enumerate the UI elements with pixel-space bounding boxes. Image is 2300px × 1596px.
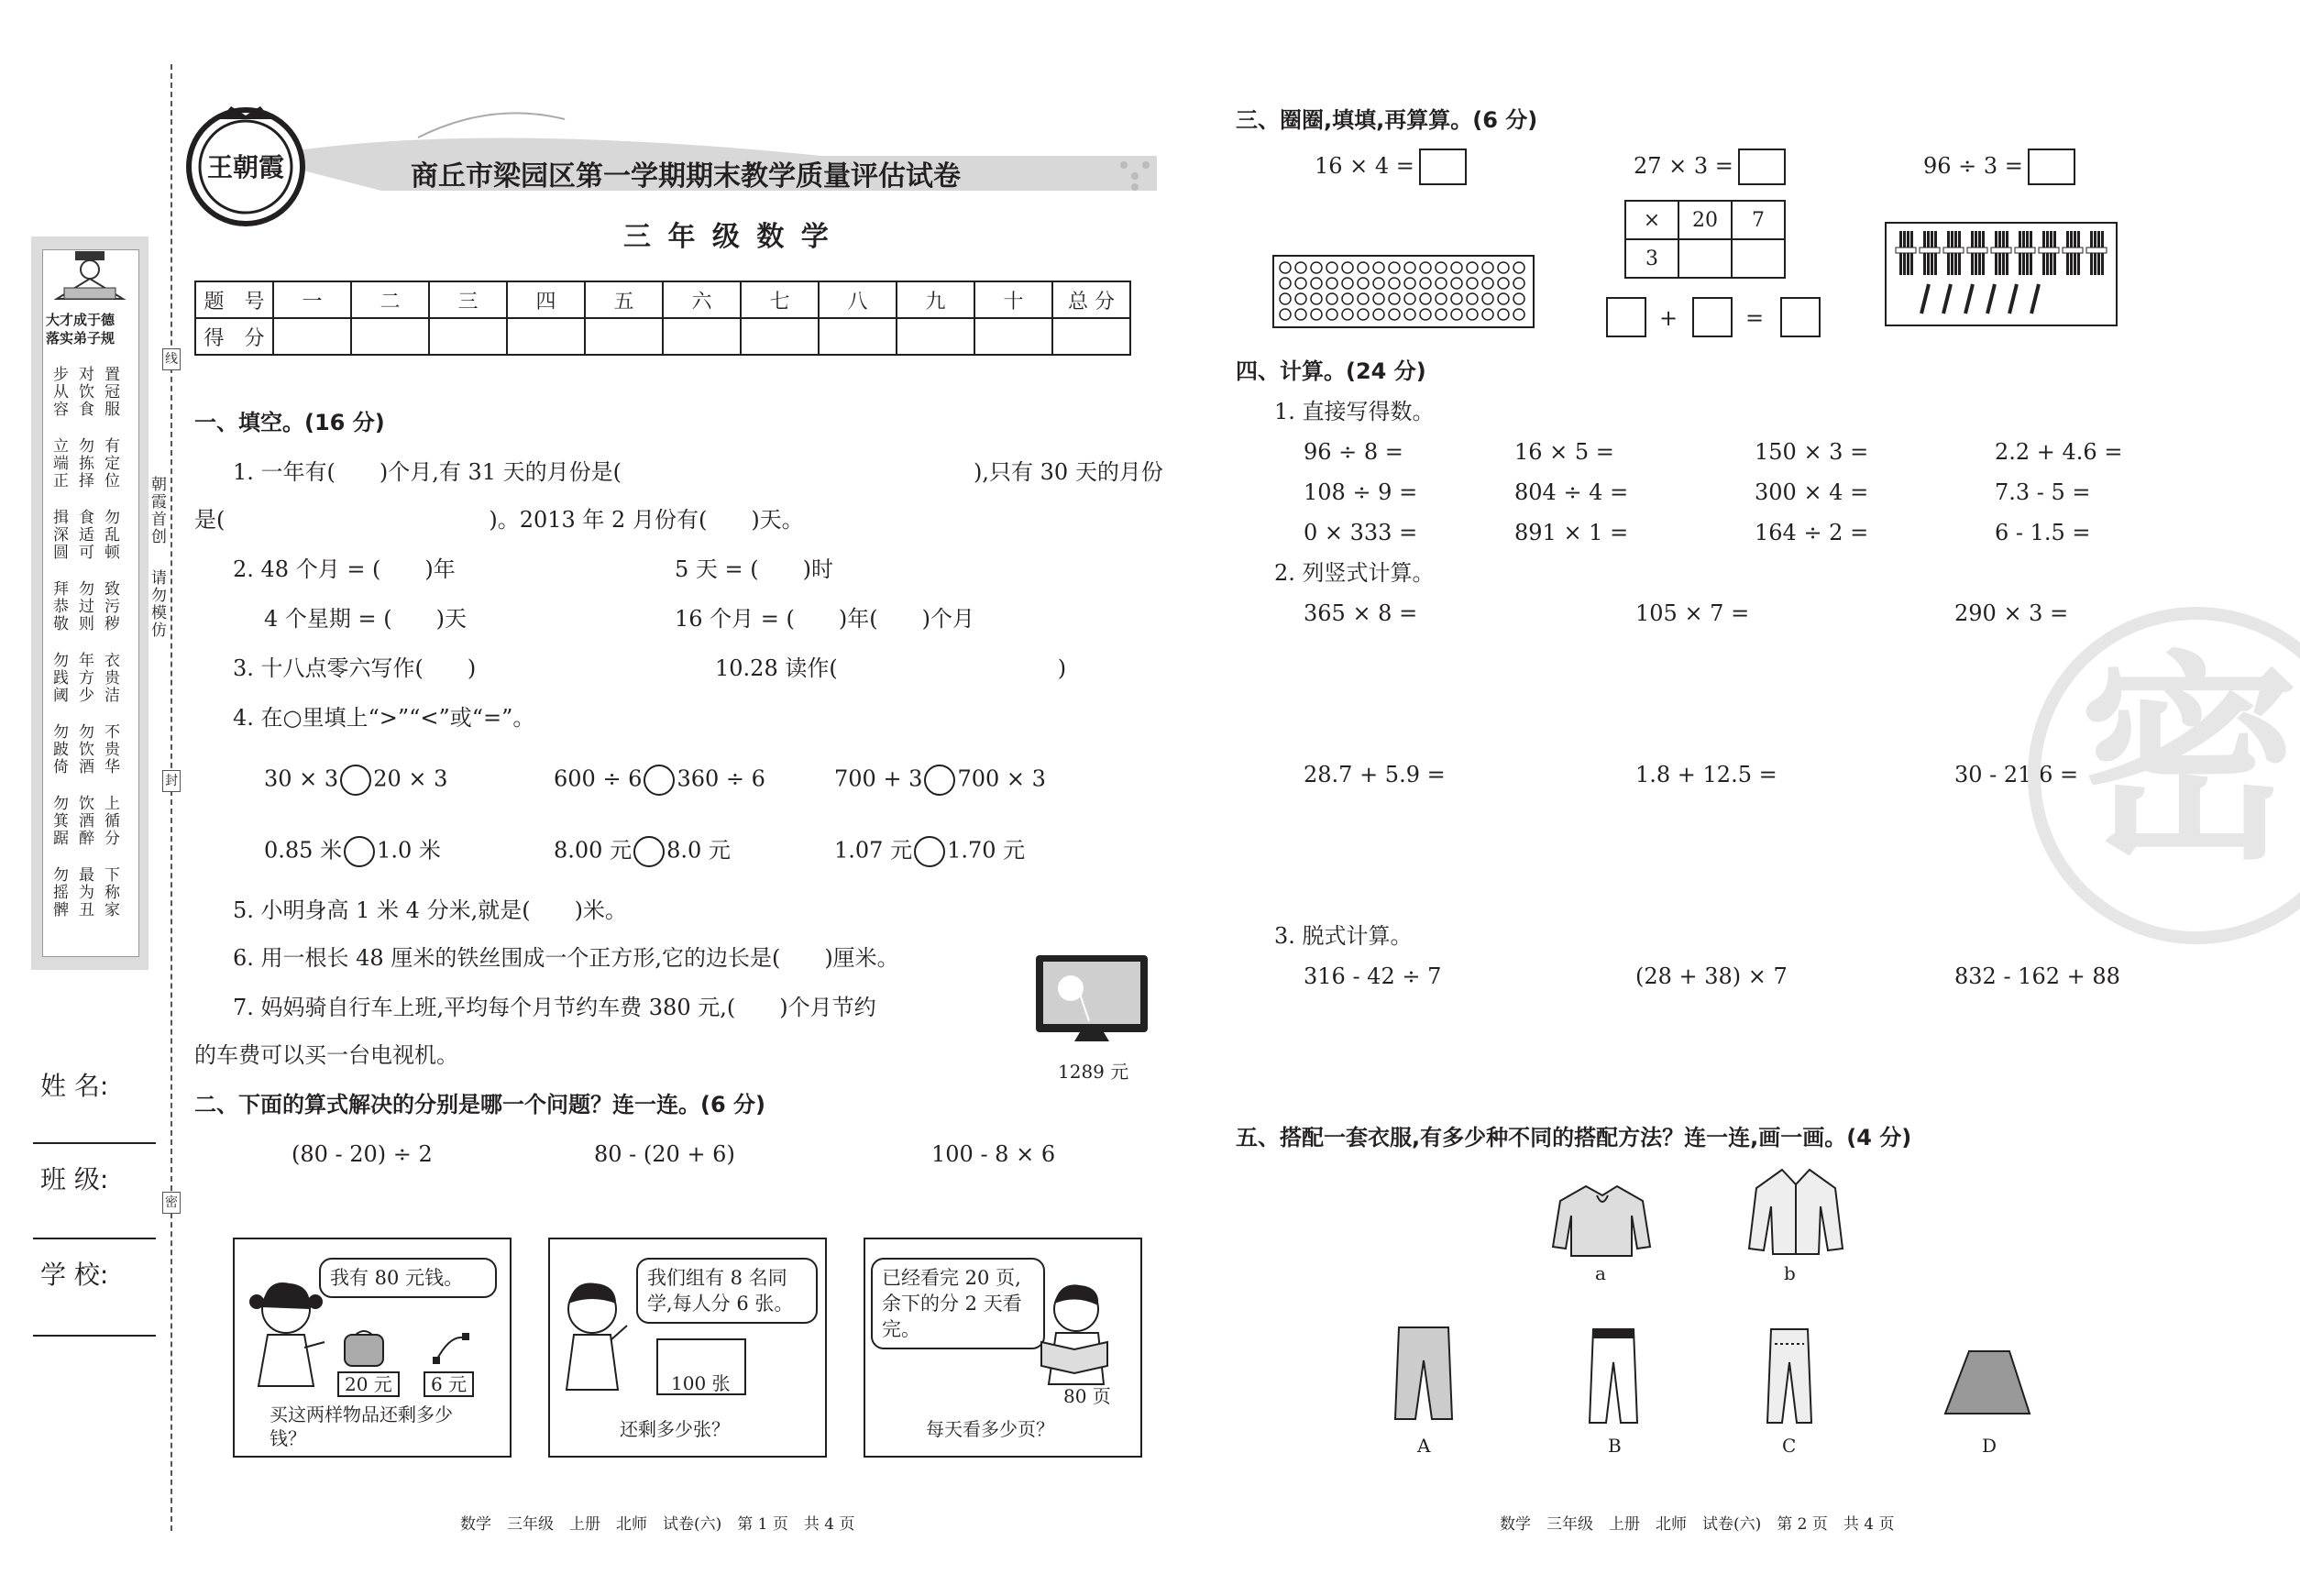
sidebar-motto-1: 大才成于德 <box>46 312 116 328</box>
stepwise-calc: 832 - 162 + 88 <box>1954 963 2120 989</box>
dot <box>1389 293 1400 304</box>
q4: 4. 在○里填上“>”“<”或“=”。 <box>233 705 535 731</box>
boy-icon <box>556 1276 633 1395</box>
dot <box>1295 278 1306 289</box>
vertical-calc: 105 × 7 = <box>1635 600 1750 626</box>
dot <box>1436 309 1447 320</box>
score-header-cell: 一 <box>273 281 351 318</box>
counting-sticks-icon <box>1885 222 2118 326</box>
vertical-note-2: 请勿模仿 <box>151 569 167 640</box>
direct-calc: 164 ÷ 2 = <box>1755 520 1869 545</box>
subject-title: 三 年 级 数 学 <box>623 221 832 253</box>
vertical-note-1: 朝霞首创 <box>151 476 167 546</box>
dot <box>1280 278 1291 289</box>
panel1-caption: 买这两样物品还剩多少钱？ <box>270 1403 453 1449</box>
proverb-column: 勿箕踞 <box>53 795 69 848</box>
dot <box>1311 278 1322 289</box>
compare-circle[interactable] <box>924 765 955 796</box>
direct-calc: 2.2 + 4.6 = <box>1995 439 2123 465</box>
dot <box>1389 262 1400 273</box>
dot <box>1467 309 1478 320</box>
dot <box>1498 293 1509 304</box>
proverb-column: 勿饮酒 <box>79 723 94 776</box>
score-header-cell: 八 <box>819 281 897 318</box>
compare-left: 8.00 元 <box>554 837 633 864</box>
dot <box>1389 309 1400 320</box>
q6: 6. 用一根长 48 厘米的铁丝围成一个正方形,它的边长是( )厘米。 <box>233 945 899 971</box>
proverb-column: 食适可 <box>79 509 94 562</box>
watermark-text: 密 <box>2079 633 2300 889</box>
dot <box>1436 278 1447 289</box>
brand-logo-icon <box>183 103 308 227</box>
dot <box>1404 293 1415 304</box>
section4-heading: 四、计算。(24 分) <box>1236 358 1426 384</box>
dot <box>1513 309 1524 320</box>
dot <box>1326 278 1337 289</box>
compare-left: 600 ÷ 6 <box>554 765 643 792</box>
proverb-column: 拜恭敬 <box>53 580 69 633</box>
section2-heading: 二、下面的算式解决的分别是哪一个问题？连一连。(6 分) <box>194 1092 765 1117</box>
vertical-calc: 290 × 3 = <box>1954 600 2069 626</box>
dot <box>1498 309 1509 320</box>
dot <box>1420 293 1431 304</box>
q5: 5. 小明身高 1 米 4 分米,就是( )米。 <box>233 897 627 923</box>
dot <box>1280 293 1291 304</box>
dot <box>1513 293 1524 304</box>
dot <box>1295 309 1306 320</box>
direct-calc: 300 × 4 = <box>1755 479 1869 505</box>
tv-icon <box>1034 953 1150 1052</box>
dot <box>1436 293 1447 304</box>
svg-text:王朝霞: 王朝霞 <box>206 152 285 182</box>
compare-item <box>834 765 1046 796</box>
pages-label: 80 页 <box>1063 1385 1111 1407</box>
dot <box>1451 293 1462 304</box>
proverb-column: 勿跛倚 <box>53 723 69 776</box>
price-tag-1: 20 元 <box>337 1371 400 1397</box>
compare-right: 700 × 3 <box>957 765 1046 792</box>
q7-line-b: 的车费可以买一台电视机。 <box>194 1042 458 1068</box>
footer-left: 数学 三年级 上册 北师 试卷(六) 第 1 页 共 4 页 <box>460 1515 855 1534</box>
grid-input-cell[interactable] <box>1678 239 1732 278</box>
panel1-speech-bubble: 我有 80 元钱。 <box>319 1258 497 1298</box>
q1-line-a: 1. 一年有( )个月,有 31 天的月份是( ),只有 30 天的月份 <box>233 459 1163 485</box>
proverb-column: 有定位 <box>105 437 120 490</box>
score-header-cell: 五 <box>585 281 663 318</box>
jump-rope-icon <box>431 1329 471 1366</box>
dot <box>1295 262 1306 273</box>
dot-array-icon <box>1272 255 1535 328</box>
sub2-heading: 2. 列竖式计算。 <box>1274 560 1435 586</box>
q2-a: 2. 48 个月 = ( )年 <box>233 556 456 582</box>
dot <box>1280 309 1291 320</box>
compare-circle[interactable] <box>633 836 665 867</box>
proverb-column: 衣贵洁 <box>105 652 120 705</box>
dot <box>1482 278 1493 289</box>
answer-box-3[interactable] <box>2028 149 2075 185</box>
direct-calc: 804 ÷ 4 = <box>1514 479 1629 505</box>
dot <box>1358 309 1369 320</box>
dot <box>1342 309 1353 320</box>
dot <box>1513 278 1524 289</box>
dot <box>1342 293 1353 304</box>
dot <box>1373 278 1384 289</box>
score-header-cell: 四 <box>507 281 585 318</box>
skirt-icon-d <box>1942 1348 2033 1421</box>
proverb-column: 步从容 <box>53 366 69 419</box>
school-label: 学 校: <box>40 1260 109 1290</box>
price-tag-2: 6 元 <box>424 1371 474 1397</box>
proverb-column: 年方少 <box>79 652 94 705</box>
dot <box>1498 262 1509 273</box>
compare-left: 30 × 3 <box>264 765 339 792</box>
dot <box>1342 278 1353 289</box>
bottom-label-A: A <box>1417 1435 1431 1457</box>
score-table-row <box>195 318 1130 355</box>
proverb-column: 致污秽 <box>105 580 120 633</box>
compare-circle[interactable] <box>644 765 675 796</box>
answer-box-2[interactable] <box>1738 149 1786 185</box>
compare-left: 1.07 元 <box>834 837 913 864</box>
score-header-cell: 总 分 <box>1052 281 1130 318</box>
bottom-label-C: C <box>1782 1435 1797 1457</box>
dot <box>1389 278 1400 289</box>
stepwise-calc: 316 - 42 ÷ 7 <box>1304 963 1442 989</box>
dot <box>1451 262 1462 273</box>
dot <box>1482 262 1493 273</box>
score-input-cell[interactable] <box>741 318 819 355</box>
compare-left: 700 + 3 <box>834 765 923 792</box>
score-table-row <box>195 281 1130 318</box>
grid-cell: 20 <box>1678 201 1732 239</box>
compare-circle[interactable] <box>340 765 371 796</box>
score-header-cell: 三 <box>429 281 507 318</box>
compare-right: 20 × 3 <box>373 765 448 792</box>
section3-heading: 三、圈圈,填填,再算算。(6 分) <box>1236 107 1538 133</box>
compare-item <box>834 836 1025 867</box>
dot <box>1311 309 1322 320</box>
dot <box>1342 262 1353 273</box>
stepwise-calc: (28 + 38) × 7 <box>1635 963 1788 989</box>
score-header-cell: 七 <box>741 281 819 318</box>
score-input-cell[interactable] <box>585 318 663 355</box>
dot <box>1482 293 1493 304</box>
proverb-column: 下称家 <box>105 866 120 919</box>
compare-right: 360 ÷ 6 <box>677 765 765 792</box>
sum-box[interactable] <box>1780 297 1821 337</box>
dot <box>1436 262 1447 273</box>
panel3-speech-bubble: 已经看完 20 页,余下的分 2 天看完。 <box>871 1258 1045 1349</box>
score-input-cell[interactable] <box>974 318 1052 355</box>
proverb-column: 勿践阈 <box>53 652 69 705</box>
score-header-cell: 十 <box>974 281 1052 318</box>
proverb-column: 最为丑 <box>79 866 94 919</box>
name-label: 姓 名: <box>40 1071 109 1101</box>
vertical-calc: 1.8 + 12.5 = <box>1635 762 1777 787</box>
dot <box>1358 278 1369 289</box>
bottom-label-D: D <box>1982 1435 1997 1457</box>
score-input-cell[interactable] <box>1052 318 1130 355</box>
proverb-column: 立端正 <box>53 437 69 490</box>
proverb-column: 勿乱顿 <box>105 509 120 562</box>
score-input-cell[interactable] <box>897 318 974 355</box>
shirt-icon <box>1745 1164 1846 1260</box>
q3-b: 10.28 读作( ) <box>715 655 1067 681</box>
direct-calc: 0 × 333 = <box>1304 520 1418 545</box>
expression-1: (80 - 20) ÷ 2 <box>292 1141 433 1167</box>
vertical-calc: 28.7 + 5.9 = <box>1304 762 1446 787</box>
dot <box>1404 309 1415 320</box>
score-input-cell[interactable] <box>819 318 897 355</box>
panel2-speech-bubble: 我们组有 8 名同学,每人分 6 张。 <box>636 1258 818 1324</box>
direct-calc: 7.3 - 5 = <box>1995 479 2091 505</box>
backpack-icon <box>341 1327 387 1368</box>
score-input-cell[interactable] <box>351 318 429 355</box>
compare-item <box>264 765 447 796</box>
sub3-heading: 3. 脱式计算。 <box>1274 923 1413 949</box>
dot <box>1373 262 1384 273</box>
dot <box>1467 262 1478 273</box>
proverb-column: 揖深圆 <box>53 509 69 562</box>
compare-item <box>554 765 765 796</box>
jeans-icon-c <box>1762 1326 1817 1426</box>
class-label: 班 级: <box>40 1164 109 1194</box>
dot <box>1513 262 1524 273</box>
dot <box>1280 262 1291 273</box>
score-input-cell[interactable] <box>429 318 507 355</box>
compare-right: 1.0 米 <box>377 837 441 864</box>
binding-line <box>171 64 172 1531</box>
score-input-cell[interactable] <box>663 318 741 355</box>
dot <box>1404 262 1415 273</box>
trousers-icon-a <box>1392 1324 1456 1425</box>
grid-input-cell[interactable] <box>1732 239 1785 278</box>
vertical-calc: 30 - 21.6 = <box>1954 762 2079 787</box>
direct-calc: 150 × 3 = <box>1755 439 1869 465</box>
score-header-cell: 六 <box>663 281 741 318</box>
top-label-a: a <box>1595 1262 1606 1284</box>
school-field[interactable] <box>33 1335 156 1337</box>
direct-calc: 6 - 1.5 = <box>1995 520 2091 545</box>
score-header-cell: 二 <box>351 281 429 318</box>
top-label-b: b <box>1784 1262 1796 1284</box>
q2-c: 4 个星期 = ( )天 <box>264 606 467 632</box>
equals-sign: = <box>1745 305 1765 331</box>
dot <box>1451 278 1462 289</box>
blouse-icon <box>1551 1183 1652 1260</box>
dot <box>1358 293 1369 304</box>
girl-icon <box>246 1274 328 1403</box>
proverb-column: 置冠服 <box>105 366 120 419</box>
proverb-column: 饮酒醉 <box>79 795 94 848</box>
reading-boy-icon <box>1034 1278 1117 1388</box>
q2-b: 5 天 = ( )时 <box>675 556 833 582</box>
trousers-icon-b <box>1584 1326 1643 1426</box>
score-table <box>194 281 1131 356</box>
q1-line-b: 是( )。2013 年 2 月份有( )天。 <box>194 507 804 533</box>
proverb-column: 不贵华 <box>105 723 120 776</box>
dot <box>1482 309 1493 320</box>
dot <box>1498 278 1509 289</box>
dot <box>1373 309 1384 320</box>
dot <box>1420 262 1431 273</box>
dot <box>1295 293 1306 304</box>
proverb-column: 对饮食 <box>79 366 94 419</box>
compare-item <box>554 836 731 867</box>
panel2-caption: 还剩多少张？ <box>620 1418 730 1440</box>
dot <box>1467 293 1478 304</box>
dot <box>1420 309 1431 320</box>
q2-d: 16 个月 = ( )年( )个月 <box>675 606 974 632</box>
bottom-label-B: B <box>1608 1435 1622 1457</box>
seal-mark-1: 线 <box>162 348 181 370</box>
proverb-column: 勿过则 <box>79 580 94 633</box>
dot <box>1420 278 1431 289</box>
dot <box>1404 278 1415 289</box>
sub1-heading: 1. 直接写得数。 <box>1274 399 1435 424</box>
dot <box>1451 309 1462 320</box>
section5-heading: 五、搭配一套衣服,有多少种不同的搭配方法？连一连,画一画。(4 分) <box>1236 1125 1912 1150</box>
equation-1: 16 × 4 = <box>1315 153 1414 179</box>
score-header-cell: 题 号 <box>195 281 273 318</box>
expression-2: 80 - (20 + 6) <box>594 1141 735 1167</box>
expression-3: 100 - 8 × 6 <box>931 1141 1056 1167</box>
grid-cell: 7 <box>1732 201 1785 239</box>
equation-2: 27 × 3 = <box>1634 153 1733 179</box>
direct-calc: 96 ÷ 8 = <box>1304 439 1403 465</box>
proverb-column: 勿拣择 <box>79 437 94 490</box>
dot <box>1358 262 1369 273</box>
direct-calc: 108 ÷ 9 = <box>1304 479 1418 505</box>
dot <box>1311 293 1322 304</box>
score-input-cell[interactable] <box>507 318 585 355</box>
addend-box-1[interactable] <box>1606 297 1646 337</box>
proverb-column: 上循分 <box>105 795 120 848</box>
seal-mark-3: 密 <box>162 1192 181 1214</box>
sidebar-proverbs <box>50 367 132 953</box>
sidebar-motto-2: 落实弟子规 <box>46 330 116 347</box>
dot <box>1467 278 1478 289</box>
scholar-icon <box>48 248 132 303</box>
panel3-caption: 每天看多少页？ <box>926 1418 1054 1440</box>
direct-calc: 16 × 5 = <box>1514 439 1614 465</box>
class-field[interactable] <box>33 1238 156 1239</box>
score-label-cell: 得 分 <box>195 318 273 355</box>
exam-title: 商丘市梁园区第一学期期末教学质量评估试卷 <box>411 160 961 193</box>
compare-right: 8.0 元 <box>666 837 731 864</box>
dot <box>1311 262 1322 273</box>
vertical-calc: 365 × 8 = <box>1304 600 1418 626</box>
answer-box-1[interactable] <box>1419 149 1467 185</box>
paper-box-label: 100 张 <box>671 1372 731 1394</box>
compare-circle[interactable] <box>914 836 945 867</box>
dot <box>1373 293 1384 304</box>
direct-calc: 891 × 1 = <box>1514 520 1629 545</box>
multiplication-grid <box>1624 200 1786 279</box>
score-header-cell: 九 <box>897 281 974 318</box>
compare-item <box>264 836 441 867</box>
q3-a: 3. 十八点零六写作( ) <box>233 655 477 681</box>
compare-right: 1.70 元 <box>947 837 1026 864</box>
compare-left: 0.85 米 <box>264 837 343 864</box>
score-input-cell[interactable] <box>273 318 351 355</box>
footer-right: 数学 三年级 上册 北师 试卷(六) 第 2 页 共 4 页 <box>1500 1515 1895 1534</box>
grid-cell: × <box>1625 201 1678 239</box>
section1-heading: 一、填空。(16 分) <box>194 410 385 435</box>
dot <box>1326 293 1337 304</box>
tv-price: 1289 元 <box>1058 1061 1129 1083</box>
q7-line-a: 7. 妈妈骑自行车上班,平均每个月节约车费 380 元,( )个月节约 <box>233 995 876 1020</box>
plus-sign: + <box>1659 305 1678 331</box>
grid-cell: 3 <box>1625 239 1678 278</box>
dot <box>1326 309 1337 320</box>
name-field[interactable] <box>33 1142 156 1144</box>
dot <box>1326 262 1337 273</box>
equation-3: 96 ÷ 3 = <box>1923 153 2023 179</box>
addend-box-2[interactable] <box>1692 297 1733 337</box>
proverb-column: 勿摇髀 <box>53 866 69 919</box>
compare-circle[interactable] <box>344 836 375 867</box>
seal-mark-2: 封 <box>162 770 181 792</box>
